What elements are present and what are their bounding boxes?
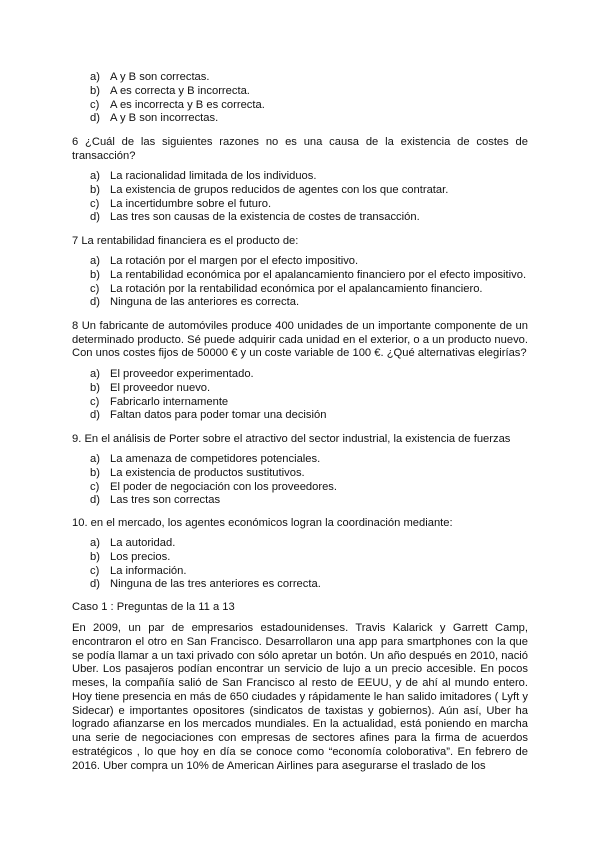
option-letter: c): [90, 197, 100, 210]
option-text: La información.: [110, 564, 187, 577]
option-c: [90, 99, 530, 113]
case-title: Caso 1 : Preguntas de la 11 a 13: [72, 601, 235, 613]
options-list-q6: [90, 170, 530, 225]
question-8: 8 Un fabricante de automóviles produce 400 unidades de un importante componente de un determinado producto. Sé puede adquirir cada unidad en el exterior, o a un producto nuevo. Con unos costes fijos de 50000 € y un coste variable de 100 €. ¿Qué alternativas elegirías?: [72, 320, 528, 360]
option-letter: a): [90, 170, 100, 182]
option-a: [90, 71, 530, 85]
option-text: Ninguna de las tres anteriores es correcta.: [110, 578, 321, 591]
option-letter: a): [90, 537, 100, 549]
option-text: La existencia de productos sustitutivos.: [110, 466, 305, 479]
option-d: [90, 494, 530, 508]
option-letter: b): [90, 84, 100, 97]
options-list-prev: [90, 71, 530, 126]
option-c: [90, 283, 530, 297]
options-list-q8: [90, 368, 530, 423]
options-list-q7: [90, 255, 530, 310]
option-text: El proveedor experimentado.: [110, 368, 254, 380]
option-b: [90, 467, 530, 481]
option-b: [90, 382, 530, 396]
option-text: La rentabilidad económica por el apalancamiento financiero por el efecto impositivo.: [110, 268, 527, 281]
option-text: A y B son correctas.: [110, 71, 210, 83]
option-letter: c): [90, 480, 100, 493]
options-list-q10: [90, 537, 530, 592]
option-letter: b): [90, 268, 100, 281]
option-d: [90, 211, 530, 225]
option-d: [90, 112, 530, 126]
option-text: Los precios.: [110, 550, 171, 563]
option-letter: a): [90, 71, 100, 83]
question-7: 7 La rentabilidad financiera es el producto de:: [72, 235, 299, 247]
option-letter: b): [90, 183, 100, 196]
option-text: A es incorrecta y B es correcta.: [110, 98, 265, 111]
option-b: [90, 269, 530, 283]
option-b: [90, 85, 530, 99]
option-text: Las tres son correctas: [110, 494, 221, 507]
option-text: La amenaza de competidores potenciales.: [110, 453, 321, 465]
option-letter: b): [90, 466, 100, 479]
option-letter: a): [90, 453, 100, 465]
option-letter: c): [90, 282, 100, 295]
option-letter: a): [90, 255, 100, 267]
option-c: [90, 198, 530, 212]
option-letter: c): [90, 98, 100, 111]
option-letter: b): [90, 381, 100, 394]
option-a: [90, 170, 530, 184]
option-d: [90, 578, 530, 592]
option-letter: d): [90, 494, 100, 507]
option-text: La rotación por la rentabilidad económica por el apalancamiento financiero.: [110, 282, 483, 295]
option-letter: d): [90, 409, 100, 422]
option-letter: d): [90, 211, 100, 224]
option-text: El proveedor nuevo.: [110, 381, 211, 394]
option-text: El poder de negociación con los proveedores.: [110, 480, 338, 493]
option-b: [90, 551, 530, 565]
option-letter: c): [90, 395, 100, 408]
option-b: [90, 184, 530, 198]
case-paragraph: En 2009, un par de empresarios estadounidenses. Travis Kalarick y Garrett Camp, encontraron el otro en San Francisco. Desarrollaron una app para smartphones con la que se podía llamar a un taxi privado con sólo apretar un botón. Un año después en 2010, nació Uber. Los pasajeros podían encontrar un servicio de lujo a un precio accesible. En pocos meses, la compañía salió de San Francisco al resto de EEUU, y de ahí al mundo entero. Hoy tiene presencia en más de 650 ciudades y rápidamente le han salido imitadores ( Lyft y Sidecar) e importantes opositores (sindicatos de taxistas y gobiernos). Aún así, Uber ha logrado afianzarse en los mercados mundiales. En la actualidad, está poniendo en marcha una serie de negociaciones con empresas de sectores afines para la firma de acuerdos estratégicos , lo que hoy en día se conoce como “economía coloborativa”. En febrero de 2016. Uber compra un 10% de American Airlines para asegurarse el traslado de los: [72, 622, 528, 772]
option-text: La autoridad.: [110, 537, 176, 549]
question-6: 6 ¿Cuál de las siguientes razones no es una causa de la existencia de costes de transacción?: [72, 136, 528, 162]
option-a: [90, 255, 530, 269]
option-text: La rotación por el margen por el efecto impositivo.: [110, 255, 359, 267]
option-c: [90, 481, 530, 495]
option-text: Fabricarlo internamente: [110, 395, 229, 408]
option-a: [90, 537, 530, 551]
option-text: Las tres son causas de la existencia de costes de transacción.: [110, 211, 420, 224]
option-text: La racionalidad limitada de los individuos.: [110, 170, 317, 182]
options-list-q9: [90, 453, 530, 508]
option-a: [90, 453, 530, 467]
option-letter: d): [90, 578, 100, 591]
question-9: 9. En el análisis de Porter sobre el atractivo del sector industrial, la existencia de fuerzas: [72, 433, 511, 445]
option-letter: d): [90, 296, 100, 309]
option-letter: b): [90, 550, 100, 563]
option-text: La existencia de grupos reducidos de agentes con los que contratar.: [110, 183, 449, 196]
option-c: [90, 565, 530, 579]
option-a: [90, 368, 530, 382]
option-letter: c): [90, 564, 100, 577]
option-text: Ninguna de las anteriores es correcta.: [110, 296, 300, 309]
option-d: [90, 296, 530, 310]
option-text: A y B son incorrectas.: [110, 112, 219, 125]
option-letter: d): [90, 112, 100, 125]
question-10: 10. en el mercado, los agentes económicos logran la coordinación mediante:: [72, 517, 453, 529]
option-text: La incertidumbre sobre el futuro.: [110, 197, 272, 210]
option-d: [90, 409, 530, 423]
option-text: Faltan datos para poder tomar una decisión: [110, 409, 327, 422]
option-text: A es correcta y B incorrecta.: [110, 84, 250, 97]
option-letter: a): [90, 368, 100, 380]
option-c: [90, 396, 530, 410]
